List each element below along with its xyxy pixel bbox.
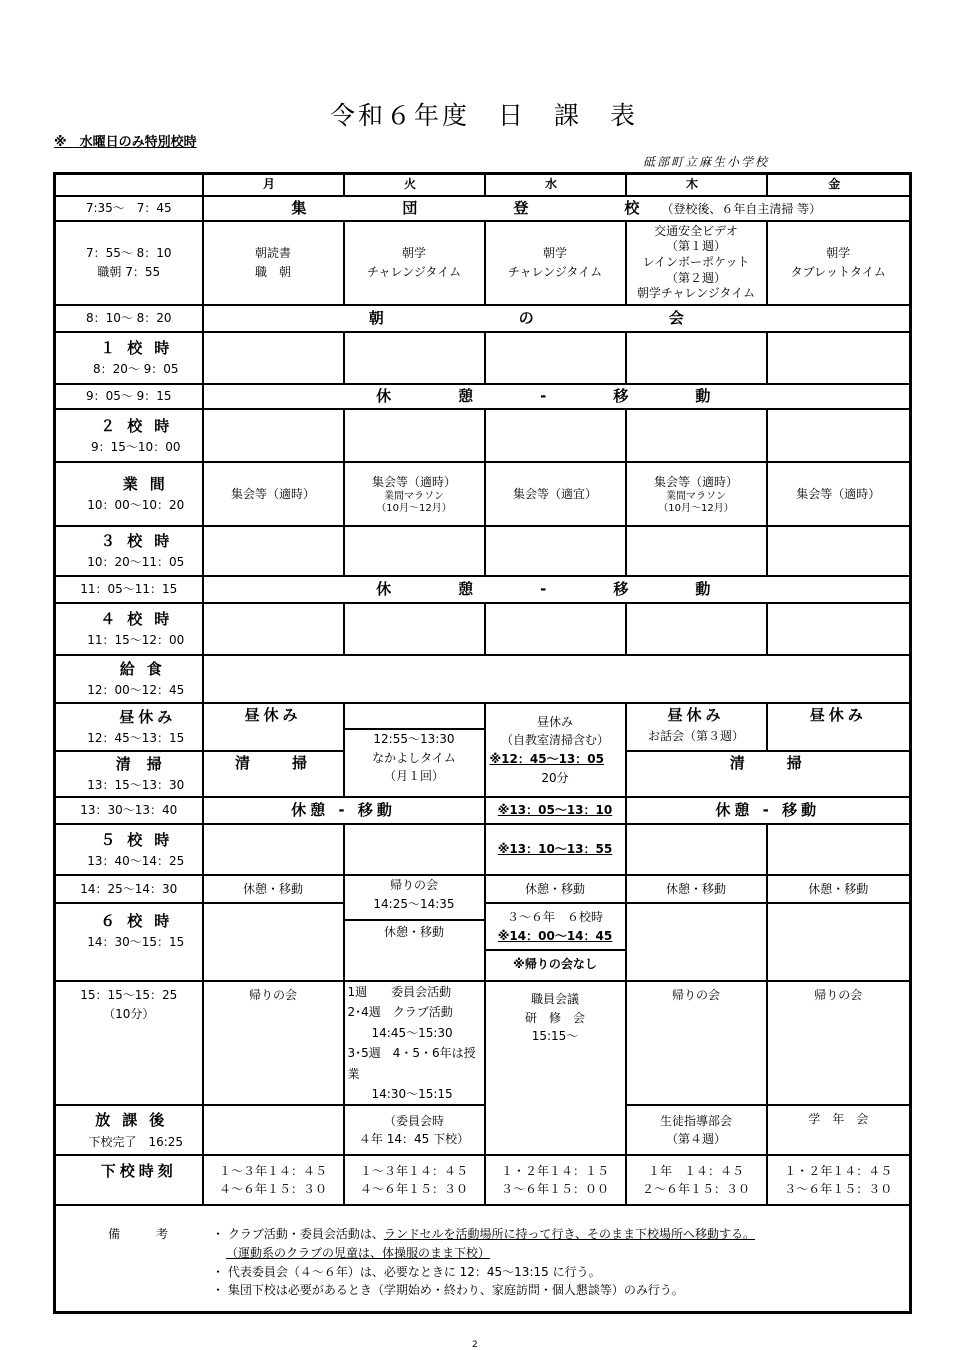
r1515-tue-1: 1週 委員会活動 (347, 985, 452, 999)
hiru-thu-1: 昼休み (667, 706, 725, 724)
label-period-1-time: 8：20～ 9：05 (92, 362, 179, 377)
morning-tue (344, 221, 485, 305)
r1515-wed-1: ※帰りの会なし (486, 949, 625, 974)
row-arrival (55, 196, 911, 221)
hiru-fri-text: 昼休み (809, 706, 867, 724)
header-row (55, 174, 911, 196)
gyokan-wed: 集会等（適宜） (485, 462, 626, 526)
dismiss-wed-2: ３～６年１５：００ (500, 1182, 609, 1197)
school-name: 砥部町立麻生小学校 (643, 155, 770, 169)
p4-wed (485, 603, 626, 655)
p4-thu (626, 603, 767, 655)
label-cleaning-name: 清掃 (115, 755, 178, 774)
p6-wed-1: ３～６年 ６校時 (506, 910, 603, 924)
after-mon (203, 1105, 344, 1155)
r1425-tue-1: 帰りの会 (389, 878, 438, 892)
hiru-wed (485, 703, 626, 797)
p6-wed (485, 903, 626, 981)
label-after-school (55, 1105, 203, 1155)
morning-fri-2: タブレットタイム (790, 264, 886, 279)
remarks-1b: ランドセルを活動場所に持って行き、そのまま下校場所へ移動する。 (383, 1227, 755, 1242)
p2-thu (626, 409, 767, 462)
hiru-thu (626, 703, 767, 751)
label-after-school-name: 放課後 (95, 1111, 177, 1130)
gyokan-thu (626, 462, 767, 526)
dismiss-tue-2: ４～６年１５：３０ (359, 1182, 468, 1197)
p6-wed-2: ※14：00～14：45 (497, 928, 613, 943)
break-1-text: 休 憩 - 移 動 (376, 386, 737, 405)
after-tue-1: （委員会時 (383, 1113, 444, 1128)
day-tue: 火 (344, 174, 485, 196)
r1425-wed: 休憩・移動 (485, 875, 626, 903)
label-hiruyasumi-name: 昼休み (119, 708, 177, 727)
arrival-cell (203, 196, 911, 221)
time-break-1: 9：05～ 9：15 (55, 384, 203, 409)
row-break-1 (55, 384, 911, 409)
arrival-sub: （登校後、６年自主清掃 等） (661, 201, 822, 216)
label-hiruyasumi (55, 703, 203, 751)
row-period-3 (55, 526, 911, 576)
p6-mon (203, 903, 344, 981)
break-3-wed-text: ※13：05～13：10 (497, 803, 613, 818)
r1515-tue-2: 2･4週 クラブ活動 (347, 1005, 453, 1020)
morning-tue-1: 朝学 (401, 246, 426, 261)
time-morning-meeting: 8：10～ 8：20 (55, 305, 203, 332)
hiru-tue-1: 12:55～13:30 (373, 732, 455, 746)
label-period-5 (55, 824, 203, 875)
after-fri: 学 年 会 (767, 1105, 911, 1155)
hiru-thu-2: お話会（第３週） (647, 729, 744, 744)
row-hiruyasumi (55, 703, 911, 751)
dismiss-wed (485, 1155, 626, 1205)
label-period-6-time: 14：30～15：15 (87, 935, 185, 950)
break-3-montue-text: 休憩 - 移動 (291, 800, 396, 819)
hiru-mon (203, 703, 344, 751)
p6-tue: 休憩・移動 (345, 919, 484, 943)
dismiss-wed-1: １・２年１４：１５ (500, 1163, 609, 1178)
remarks-cell (55, 1205, 911, 1312)
cleaning-thufri-text: 清 掃 (729, 754, 806, 772)
r1425-mon: 休憩・移動 (203, 875, 344, 903)
time-1425: 14：25～14：30 (55, 875, 203, 903)
row-dismissal (55, 1155, 911, 1205)
row-morning-meeting (55, 305, 911, 332)
morning-mon-2: 職 朝 (254, 264, 291, 279)
label-period-1 (55, 332, 203, 384)
gyokan-tue-2: 業間マラソン (384, 491, 444, 503)
label-gyokan-time: 10：00～10：20 (87, 498, 185, 513)
gyokan-thu-3: （10月～12月） (658, 503, 734, 515)
label-hiruyasumi-time: 12：45～13：15 (87, 731, 185, 746)
morning-wed-2: チャレンジタイム (507, 264, 603, 279)
label-period-6 (55, 903, 203, 981)
label-period-3-name: ３校時 (100, 532, 182, 551)
p1-tue (344, 332, 485, 384)
p3-thu (626, 526, 767, 576)
dismiss-tue-1: １～３年１４：４５ (359, 1163, 468, 1178)
hiru-tue-3: （月１回） (383, 769, 444, 784)
row-after-school (55, 1105, 911, 1155)
p2-fri (767, 409, 911, 462)
label-period-2 (55, 409, 203, 462)
remarks-line-3 (56, 1263, 909, 1282)
morning-meeting-cell (203, 305, 911, 332)
r1515-wed-3: 研 修 会 (524, 1010, 585, 1025)
dismiss-fri-2: ３～６年１５：３０ (784, 1182, 893, 1197)
morning-mon-1: 朝読書 (254, 246, 291, 261)
time-break-3: 13：30～13：40 (55, 797, 203, 824)
gyokan-tue-1: 集会等（適時） (371, 474, 456, 489)
after-thu-1: 生徒指導部会 (659, 1113, 732, 1128)
p5-mon (203, 824, 344, 875)
p3-wed (485, 526, 626, 576)
remarks-2: （運動系のクラブの児童は、体操服のまま下校） (226, 1246, 491, 1260)
time-1515-1: 15：15～15：25 (80, 988, 178, 1002)
label-period-1-name: １校時 (100, 338, 182, 357)
label-lunch-name: 給食 (119, 660, 174, 679)
morning-wed-1: 朝学 (542, 246, 567, 261)
row-gyokan (55, 462, 911, 526)
remarks-1a: ・ クラブ活動・委員会活動は、 (212, 1227, 384, 1242)
row-period-5 (55, 824, 911, 875)
label-dismissal (55, 1155, 203, 1205)
dismiss-mon-1: １～３年１４：４５ (218, 1163, 327, 1178)
after-thu-2: （第４週） (665, 1132, 726, 1147)
p5-thu (626, 824, 767, 875)
break-2-text: 休 憩 - 移 動 (376, 579, 737, 598)
row-period-2 (55, 409, 911, 462)
p1-fri (767, 332, 911, 384)
r1425-tue (344, 875, 485, 981)
break-3-thufri-text: 休憩 - 移動 (715, 800, 821, 819)
morning-thu-4: （第２週） (665, 270, 726, 285)
morning-tue-2: チャレンジタイム (366, 264, 462, 279)
page-number: 2 (472, 1340, 478, 1350)
p1-mon (203, 332, 344, 384)
day-wed: 水 (485, 174, 626, 196)
row-period-4 (55, 603, 911, 655)
p1-wed (485, 332, 626, 384)
label-period-6-name: ６校時 (100, 912, 182, 930)
timetable (53, 172, 912, 1314)
r1515-tue-4: 3･5週 4・5・6年は授業 (347, 1046, 476, 1081)
remarks-3: ・ 代表委員会（４～６年）は、必要なときに 12：45～13:15 に行う。 (212, 1264, 601, 1279)
time-morning-1: 7：55～ 8：10 (85, 246, 172, 261)
label-gyokan (55, 462, 203, 526)
morning-thu-1: 交通安全ビデオ (654, 223, 738, 238)
break-3-wed (485, 797, 626, 824)
gyokan-tue (344, 462, 485, 526)
hiru-wed-2: （自教室清掃含む） (500, 733, 609, 748)
p5-fri (767, 824, 911, 875)
dismiss-tue (344, 1155, 485, 1205)
gyokan-thu-2: 業間マラソン (666, 491, 726, 503)
day-fri: 金 (767, 174, 911, 196)
r1515-tue-5: 14:30～15:15 (347, 1086, 453, 1101)
dismiss-thu-1: １年 １４：４５ (647, 1163, 744, 1178)
p6-fri (767, 903, 911, 981)
r1425-tue-2: 14:25～14:35 (373, 896, 455, 911)
dismiss-fri-1: １・２年１４：４５ (784, 1163, 893, 1178)
hiru-wed-4: 20分 (541, 770, 569, 785)
row-period-1 (55, 332, 911, 384)
after-tue (344, 1105, 485, 1155)
r1425-thu: 休憩・移動 (626, 875, 767, 903)
cleaning-mon-text: 清 掃 (234, 754, 311, 772)
morning-wed (485, 221, 626, 305)
row-1425 (55, 875, 911, 903)
morning-mon (203, 221, 344, 305)
morning-fri-1: 朝学 (826, 246, 851, 261)
corner-cell (55, 174, 203, 196)
remarks-line-2 (56, 1244, 909, 1263)
r1515-wed-4: 15:15～ (531, 1029, 579, 1044)
time-1515 (55, 981, 203, 1105)
morning-fri (767, 221, 911, 305)
dismiss-thu (626, 1155, 767, 1205)
gyokan-fri: 集会等（適時） (767, 462, 911, 526)
hiru-tue (344, 703, 485, 797)
label-period-2-time: 9：15～10：00 (91, 439, 181, 454)
morning-meeting-text: 朝 の 会 (368, 308, 744, 327)
cleaning-mon (203, 751, 344, 797)
label-period-3 (55, 526, 203, 576)
label-cleaning-time: 13：15～13：30 (87, 778, 185, 793)
row-break-2 (55, 576, 911, 603)
p2-wed (485, 409, 626, 462)
p1-thu (626, 332, 767, 384)
label-period-4 (55, 603, 203, 655)
break-1-cell (203, 384, 911, 409)
remarks-spacer-2 (56, 1244, 212, 1263)
page-title: 令和６年度 日 課 表 (329, 101, 638, 130)
time-morning (55, 221, 203, 305)
r1425-fri: 休憩・移動 (767, 875, 911, 903)
row-lunch (55, 655, 911, 703)
label-after-school-time: 下校完了 16:25 (88, 1134, 184, 1149)
label-period-2-name: ２校時 (100, 416, 182, 435)
row-break-3 (55, 797, 911, 824)
p3-fri (767, 526, 911, 576)
time-1515-2: （10分） (103, 1006, 155, 1021)
hiru-wed-3: ※12：45～13：05 (489, 752, 604, 766)
label-period-4-name: ４校時 (100, 610, 182, 629)
cleaning-thufri (626, 751, 911, 797)
day-thu: 木 (626, 174, 767, 196)
label-period-4-time: 11：15～12：00 (87, 633, 185, 648)
p5-tue (344, 824, 485, 875)
r1515-tue-3: 14:45～15:30 (347, 1025, 453, 1040)
hiru-tue-top (345, 704, 484, 730)
p2-mon (203, 409, 344, 462)
p5-wed-text: ※13：10～13：55 (497, 842, 613, 857)
hiru-tue-2: なかよしタイム (372, 750, 456, 765)
r1515-thu: 帰りの会 (626, 981, 767, 1105)
gyokan-thu-1: 集会等（適時） (653, 474, 738, 489)
remarks-4: ・ 集団下校は必要があるとき（学期始め・終わり、家庭訪問・個人懇談等）のみ行う。 (212, 1283, 684, 1298)
lunch-cell (203, 655, 911, 703)
label-dismissal-name: 下校時刻 (100, 1162, 177, 1181)
r1515-fri: 帰りの会 (767, 981, 911, 1105)
r1515-wed-2: 職員会議 (530, 992, 579, 1006)
p4-mon (203, 603, 344, 655)
remarks-line-4 (56, 1281, 909, 1300)
after-thu (626, 1105, 767, 1155)
remarks-spacer-3 (56, 1263, 212, 1282)
morning-thu (626, 221, 767, 305)
p6-thu (626, 903, 767, 981)
r1515-tue (344, 981, 485, 1105)
p3-mon (203, 526, 344, 576)
label-cleaning (55, 751, 203, 797)
p3-tue (344, 526, 485, 576)
dismiss-fri (767, 1155, 911, 1205)
gyokan-mon: 集会等（適時） (203, 462, 344, 526)
row-remarks (55, 1205, 911, 1312)
p4-tue (344, 603, 485, 655)
morning-thu-2: （第１週） (665, 239, 726, 254)
dismiss-mon-2: ４～６年１５：３０ (218, 1182, 327, 1197)
gyokan-tue-3: （10月～12月） (376, 503, 452, 515)
p4-fri (767, 603, 911, 655)
day-mon: 月 (203, 174, 344, 196)
label-period-5-time: 13：40～14：25 (87, 853, 185, 868)
after-tue-2: ４年 14：45 下校） (358, 1132, 470, 1147)
special-note: ※ 水曜日のみ特別校時 (54, 135, 197, 150)
label-gyokan-name: 業間 (122, 475, 177, 494)
morning-thu-3: レインボーポケット (642, 254, 750, 269)
time-morning-2: 職朝 7：55 (97, 264, 161, 279)
label-lunch (55, 655, 203, 703)
break-3-thufri (626, 797, 911, 824)
row-morning (55, 221, 911, 305)
label-lunch-time: 12：00～12：45 (87, 683, 185, 698)
dismiss-mon (203, 1155, 344, 1205)
arrival-text: 集 団 登 校 (291, 198, 662, 217)
label-period-5-name: ５校時 (100, 830, 182, 849)
dismiss-thu-2: ２～６年１５：３０ (641, 1182, 750, 1197)
p2-tue (344, 409, 485, 462)
remarks-line-1 (56, 1225, 909, 1244)
time-break-2: 11：05～11：15 (55, 576, 203, 603)
p5-wed (485, 824, 626, 875)
r1515-mon: 帰りの会 (203, 981, 344, 1105)
hiru-wed-1: 昼休み (536, 714, 573, 729)
hiru-mon-text: 昼休み (244, 706, 302, 724)
break-3-montue (203, 797, 485, 824)
row-1515 (55, 981, 911, 1105)
remarks-label: 備 考 (107, 1227, 168, 1242)
morning-thu-5: 朝学チャレンジタイム (636, 286, 756, 301)
break-2-cell (203, 576, 911, 603)
r1515-wed (485, 981, 626, 1155)
remarks-spacer-4 (56, 1281, 212, 1300)
time-arrival: 7:35～ 7：45 (55, 196, 203, 221)
label-period-3-time: 10：20～11：05 (87, 555, 185, 570)
hiru-fri (767, 703, 911, 751)
